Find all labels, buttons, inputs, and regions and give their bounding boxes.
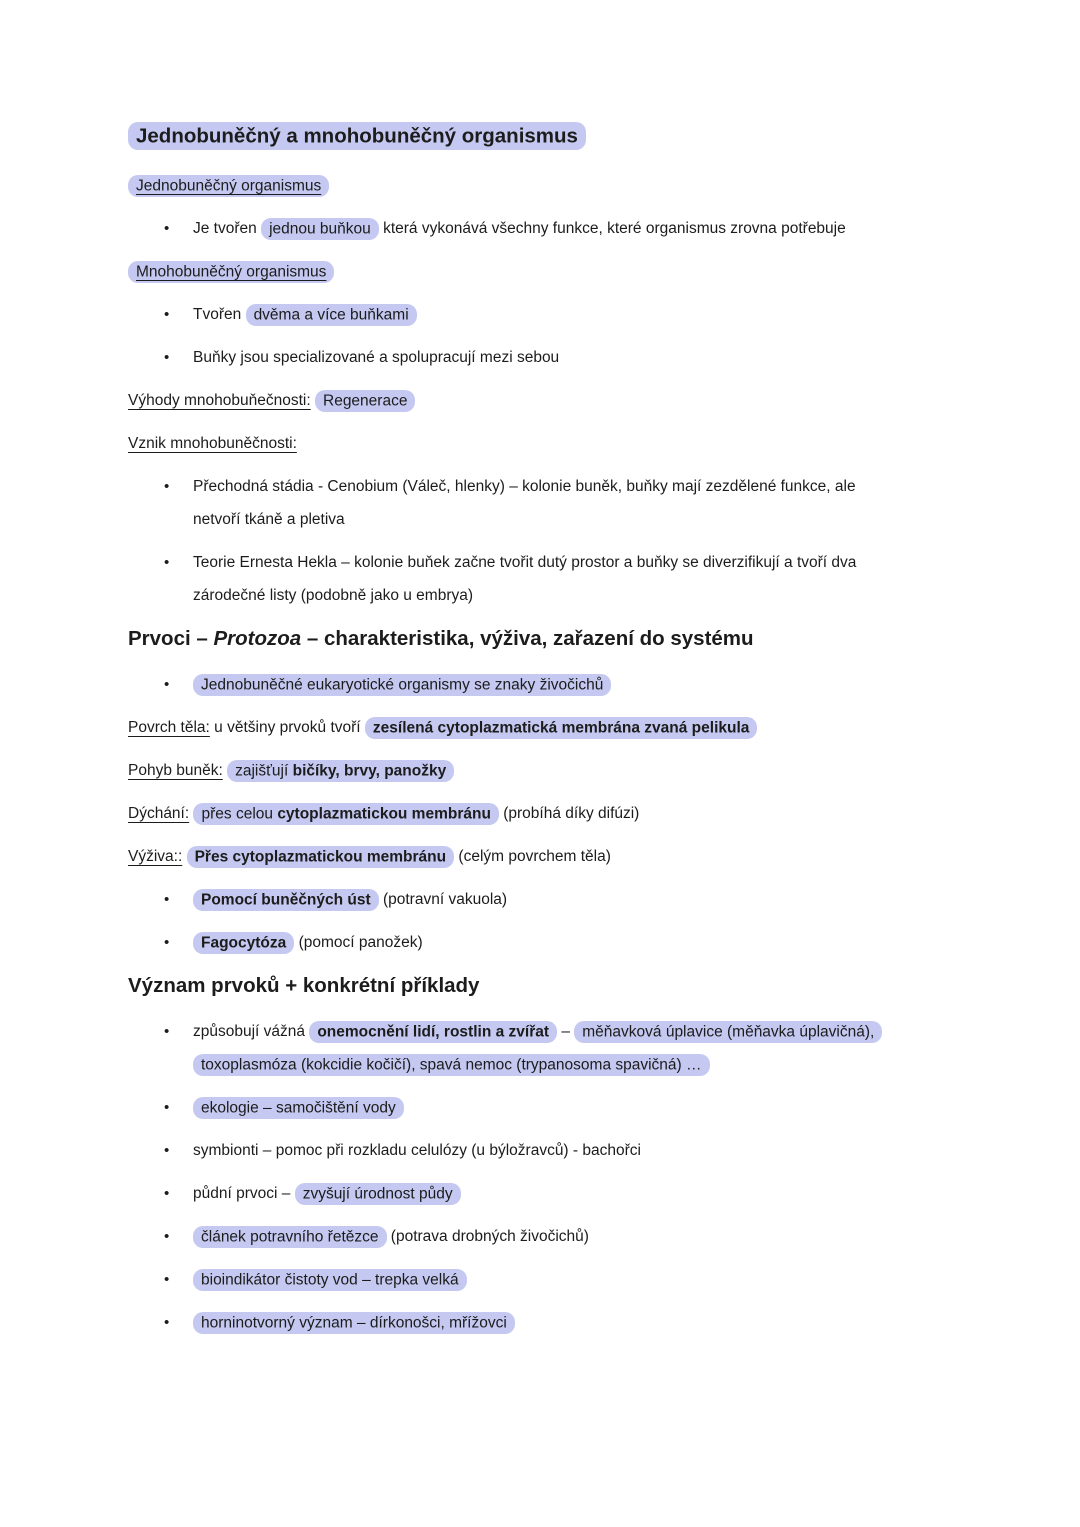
bullet-pudni-prvoci	[128, 1177, 878, 1210]
bullet-marker: •	[164, 554, 170, 571]
text-run: Tvořen	[193, 306, 246, 323]
bullet-marker: •	[164, 891, 170, 908]
text-run: půdní prvoci –	[193, 1185, 295, 1202]
bullet-marker: •	[164, 306, 170, 323]
line-povrch-tela	[128, 711, 878, 744]
underline-run: Jednobuněčný organismus	[136, 177, 322, 194]
bold-run: bičíky, brvy, panožky	[292, 762, 447, 779]
title-highlight-run: Jednobuněčný a mnohobuněčný organismus	[128, 122, 586, 150]
line-vyziva	[128, 840, 878, 873]
bold-highlight-run: Fagocytóza	[193, 932, 294, 954]
underline-run: Mnohobuněčný organismus	[136, 263, 327, 280]
heading-prvoci-protozoa	[128, 622, 878, 656]
heading-jednobunecny-organismus	[128, 169, 878, 202]
underline-run: Vznik mnohobuněčnosti:	[128, 435, 297, 452]
bullet-marker: •	[164, 349, 170, 366]
bullet-text	[193, 889, 507, 911]
underline-run: Výhody mnohobuňečnosti:	[128, 392, 311, 409]
bullet-fagocytoza	[128, 926, 878, 959]
bullet-text	[193, 1226, 589, 1248]
bullet-text	[193, 1312, 515, 1334]
text-run: (celým povrchem těla)	[454, 848, 611, 865]
highlight-run: zvyšují úrodnost půdy	[295, 1183, 461, 1205]
bullet-symbionti	[128, 1134, 878, 1167]
text-run: (potrava drobných živočichů)	[386, 1228, 589, 1245]
underline-run: Výživa::	[128, 848, 183, 865]
bullet-text	[193, 1142, 641, 1159]
bullet-text	[193, 1269, 467, 1291]
bullet-marker: •	[164, 676, 170, 693]
bullet-text	[193, 478, 856, 528]
text-run: způsobují vážná	[193, 1023, 310, 1040]
highlight-run	[227, 760, 454, 782]
text-run: Přechodná stádia - Cenobium (Váleč, hlenky) – kolonie buněk, buňky mají zezdělené funkce, ale netvoří tkáně a pletiva	[193, 478, 856, 528]
document-title	[128, 119, 878, 153]
bold-highlight-run: Pomocí buněčných úst	[193, 889, 379, 911]
text-run: Buňky jsou specializované a spolupracují mezi sebou	[193, 349, 560, 366]
italic-run: Protozoa	[213, 627, 302, 650]
bullet-teorie-ernesta-hekla	[128, 546, 878, 612]
underline-run: Pohyb buněk:	[128, 762, 223, 779]
bullet-text	[193, 674, 611, 696]
text-run: Teorie Ernesta Hekla – kolonie buňek začne tvořit dutý prostor a buňky se diverzifikují a tvoří dva zárodečné listy (podobně jako u embrya)	[193, 554, 857, 604]
bullet-marker: •	[164, 934, 170, 951]
bullet-marker: •	[164, 1185, 170, 1202]
underline-run: Povrch těla:	[128, 719, 210, 736]
line-pohyb-bunek	[128, 754, 878, 787]
bullet-ekologie	[128, 1091, 878, 1124]
bullet-marker: •	[164, 1314, 170, 1331]
highlight-run	[128, 261, 334, 283]
highlight-run: bioindikátor čistoty vod – trepka velká	[193, 1269, 467, 1291]
text-run: –	[557, 1023, 575, 1040]
heading-vyznam-prvoku	[128, 969, 878, 1003]
text-run: (probíhá díky difúzi)	[498, 805, 640, 822]
text-run: (potravní vakuola)	[378, 891, 508, 908]
bullet-onemocneni-lidi	[128, 1015, 878, 1081]
bullet-pomoci-bunecnych-ust	[128, 883, 878, 916]
bullet-text	[193, 1183, 461, 1205]
text-run: Prvoci –	[128, 627, 214, 650]
text-run: symbionti – pomoc při rozkladu celulózy (u býložravců) - bachořci	[193, 1142, 641, 1159]
bullet-text	[193, 349, 559, 366]
highlight-run: Jednobuněčné eukaryotické organismy se znaky živočichů	[193, 674, 611, 696]
highlight-run	[128, 175, 329, 197]
bullet-je-tvoren-jednou-bunkou	[128, 212, 878, 245]
bold-highlight-run: Přes cytoplazmatickou membránu	[187, 846, 455, 868]
highlight-run: jednou buňkou	[261, 218, 379, 240]
highlight-run: ekologie – samočištění vody	[193, 1097, 404, 1119]
bullet-prechodna-stadia	[128, 470, 878, 536]
highlight-run: horninotvorný význam – dírkonošci, mřížovci	[193, 1312, 515, 1334]
heading-mnohobunecny-organismus	[128, 255, 878, 288]
bullet-text	[193, 1097, 404, 1119]
text-run: (pomocí panožek)	[294, 934, 423, 951]
text-run: Význam prvoků + konkrétní příklady	[128, 974, 480, 997]
bullet-marker: •	[164, 1271, 170, 1288]
bullet-jednobunecne-eukaryoticke	[128, 668, 878, 701]
highlight-run: článek potravního řetězce	[193, 1226, 387, 1248]
bullet-text	[193, 304, 417, 326]
bullet-marker: •	[164, 1023, 170, 1040]
bullet-text	[193, 1021, 882, 1076]
bullet-bunky-specializovane	[128, 341, 878, 374]
bullet-marker: •	[164, 1142, 170, 1159]
bold-run: cytoplazmatickou membránu	[277, 805, 491, 822]
text-run: Je tvořen	[193, 220, 262, 237]
bullet-clanek-potravniho-retezce	[128, 1220, 878, 1253]
bullet-marker: •	[164, 1099, 170, 1116]
underline-run: Dýchání:	[128, 805, 190, 822]
bold-highlight-run: onemocnění lidí, rostlin a zvířat	[309, 1021, 557, 1043]
bullet-tvoren-dvema-a-vice	[128, 298, 878, 331]
bold-highlight-run: zesílená cytoplazmatická membrána zvaná pelikula	[365, 717, 757, 739]
line-vyhody-mnohobunecnosti	[128, 384, 878, 417]
highlight-run: Regenerace	[315, 390, 415, 412]
bullet-horninotvorny-vyznam	[128, 1306, 878, 1339]
text-run: která vykonává všechny funkce, které organismus zrovna potřebuje	[378, 220, 846, 237]
text-run: u většiny prvoků tvoří	[209, 719, 365, 736]
bullet-text	[193, 218, 846, 240]
highlight-run	[193, 803, 498, 825]
text-run: přes celou	[201, 805, 278, 822]
line-vznik-mnohobunecnosti	[128, 427, 878, 460]
highlight-run: měňavková úplavice (měňavka úplavičná), toxoplasmóza (kokcidie kočičí), spavá nemoc (trypanosoma spavičná) …	[193, 1021, 882, 1076]
bullet-text	[193, 932, 423, 954]
bullet-bioindikator	[128, 1263, 878, 1296]
bullet-marker: •	[164, 220, 170, 237]
line-dychani	[128, 797, 878, 830]
bullet-text	[193, 554, 856, 604]
bullet-marker: •	[164, 478, 170, 495]
text-run: – charakteristika, výživa, zařazení do systému	[301, 627, 754, 650]
text-run: zajišťují	[235, 762, 293, 779]
highlight-run: dvěma a více buňkami	[246, 304, 417, 326]
bullet-marker: •	[164, 1228, 170, 1245]
